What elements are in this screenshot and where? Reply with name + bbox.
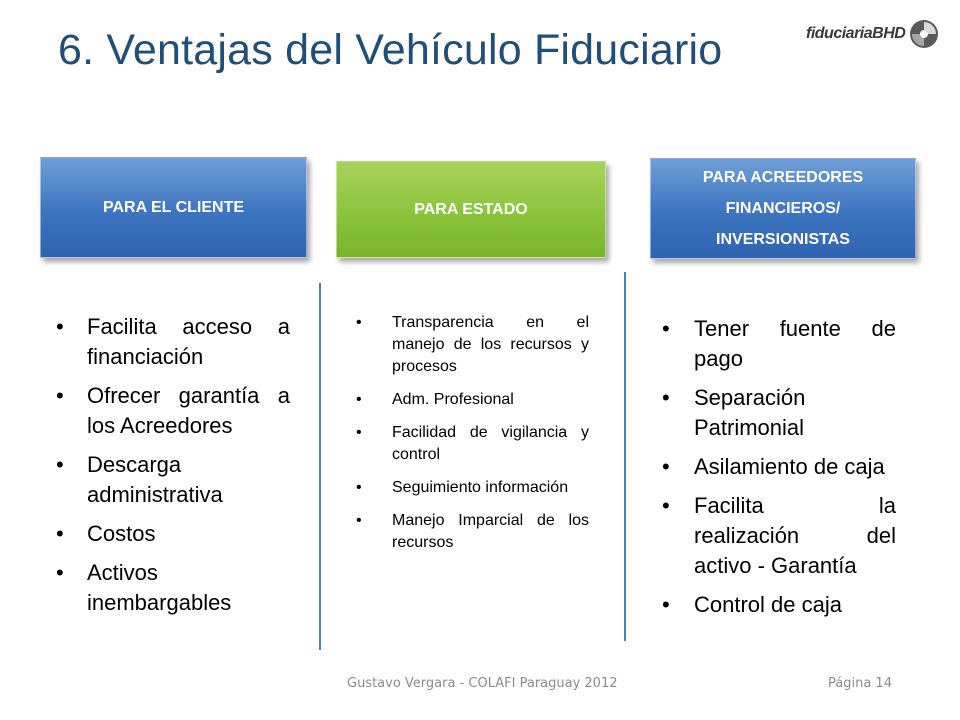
list-item: • Separación Patrimonial [658,383,896,443]
column-divider [624,272,626,641]
header-line: PARA ESTADO [414,201,528,218]
cliente-benefits-list [50,312,290,627]
list-item: • Transparencia en el manejo de los recursos y procesos [352,312,589,378]
list-item: • Manejo Imparcial de los recursos [352,510,589,554]
logo-swirl-icon [908,18,940,50]
header-line: INVERSIONISTAS [716,231,850,248]
footer-author: Gustavo Vergara - COLAFI Paraguay 2012 [347,676,618,691]
header-box-cliente [40,157,307,258]
header-line: PARA ACREEDORES [702,169,864,186]
list-item: • Asilamiento de caja [658,452,896,482]
column-divider [319,283,321,650]
header-box-acreedores [650,158,916,259]
header-line: PARA EL CLIENTE [102,199,245,216]
list-item: • Adm. Profesional [352,389,589,411]
list-item: • Control de caja [658,590,896,620]
list-item: • Facilidad de vigilancia y control [352,422,589,466]
header-line: FINANCIEROS/ [725,200,841,217]
list-item: • Facilita acceso a financiación [50,312,290,372]
list-item: • Costos [50,519,290,549]
acreedores-benefits-list [658,314,896,629]
fiduciaria-bhd-logo [806,17,942,51]
list-item: • Ofrecer garantía a los Acreedores [50,381,290,441]
list-item: • Tener fuente de pago [658,314,896,374]
slide-title: 6. Ventajas del Vehículo Fiduciario [58,26,723,74]
list-item: • Descarga administrativa [50,450,290,510]
header-box-estado [336,161,606,258]
logo-text: fiduciariaBHD [806,25,906,42]
list-item: • Facilita la realización del activo - Garantía [658,491,896,581]
estado-benefits-list [352,312,589,565]
list-item: • Seguimiento información [352,477,589,499]
footer-page-number: Página 14 [828,676,892,691]
list-item: • Activos inembargables [50,558,290,618]
